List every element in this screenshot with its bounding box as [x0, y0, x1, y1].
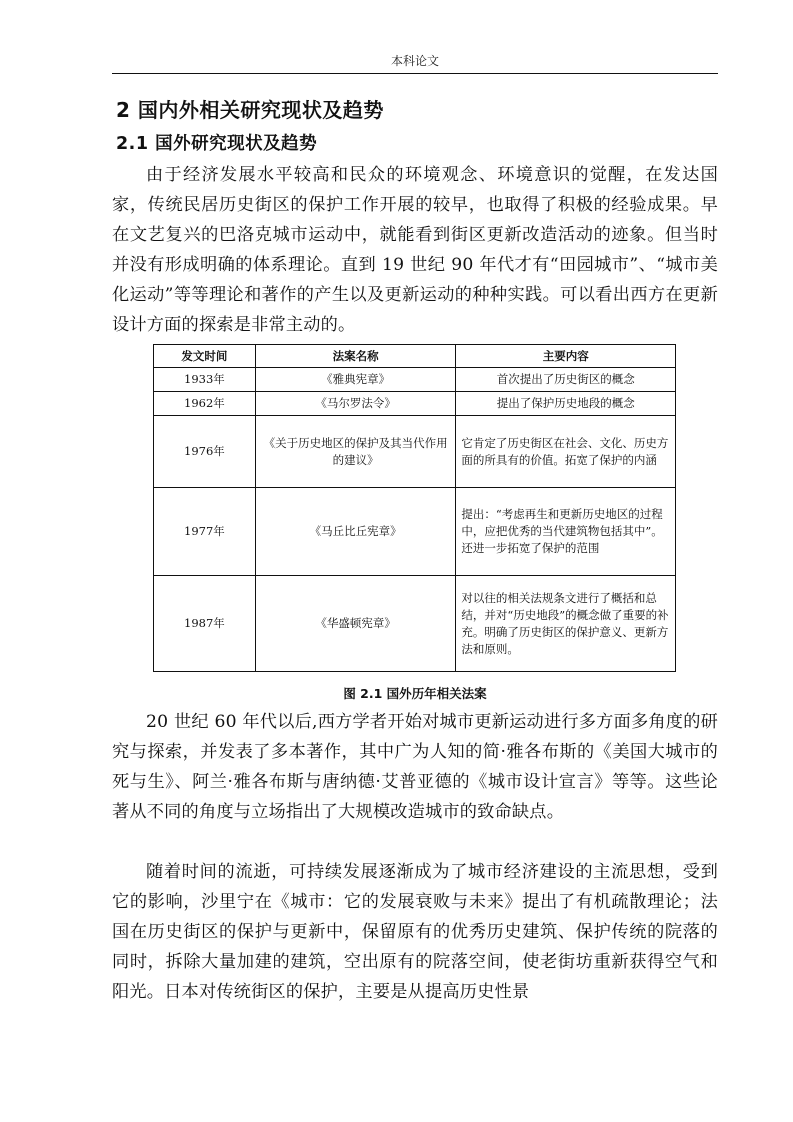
law-table — [153, 344, 676, 672]
row-content: 提出了保护历史地段的概念 — [456, 392, 676, 416]
table-row — [154, 392, 676, 416]
table-row — [154, 576, 676, 672]
header-rule — [112, 73, 718, 74]
row-year: 1977年 — [154, 488, 256, 576]
section-title: 2 国内外相关研究现状及趋势 — [116, 98, 384, 122]
row-name: 《关于历史地区的保护及其当代作用的建议》 — [255, 416, 456, 488]
row-year: 1976年 — [154, 416, 256, 488]
row-name: 《马尔罗法令》 — [255, 392, 456, 416]
row-content: 对以往的相关法规条文进行了概括和总结，并对“历史地段”的概念做了重要的补充。明确了历史街区的保护意义、更新方法和原则。 — [456, 576, 676, 672]
table-row — [154, 416, 676, 488]
row-content: 首次提出了历史街区的概念 — [456, 368, 676, 392]
header-content: 主要内容 — [456, 345, 676, 368]
figure-caption: 图 2.1 国外历年相关法案 — [343, 686, 487, 701]
table-row — [154, 368, 676, 392]
table-header-row — [154, 345, 676, 368]
row-name: 《华盛顿宪章》 — [255, 576, 456, 672]
row-year: 1962年 — [154, 392, 256, 416]
subsection-title: 2.1 国外研究现状及趋势 — [116, 134, 318, 154]
paragraph-1: 由于经济发展水平较高和民众的环境观念、环境意识的觉醒，在发达国家，传统民居历史街区的保护工作开展的较早，也取得了积极的经验成果。早在文艺复兴的巴洛克城市运动中，就能看到街区更新改造活动的迹象。但当时并没有形成明确的体系理论。直到 19 世纪 90 年代才有“田园城市”、“城市美化运动”等等理论和著作的产生以及更新运动的种种实践。可以看出西方在更新设计方面的探索是非常主动的。 — [112, 165, 718, 335]
row-content: 它肯定了历史街区在社会、文化、历史方面的所具有的价值。拓宽了保护的内涵 — [456, 416, 676, 488]
paragraph-2: 20 世纪 60 年代以后,西方学者开始对城市更新运动进行多方面多角度的研究与探索，并发表了多本著作，其中广为人知的简·雅各布斯的《美国大城市的死与生》、阿兰·雅各布斯与唐纳德·艾普亚德的《城市设计宣言》等等。这些论著从不同的角度与立场指出了大规模改造城市的致命缺点。 — [112, 712, 718, 822]
row-year: 1933年 — [154, 368, 256, 392]
header-year: 发文时间 — [154, 345, 256, 368]
row-year: 1987年 — [154, 576, 256, 672]
table-row — [154, 488, 676, 576]
paragraph-3: 随着时间的流逝，可持续发展逐渐成为了城市经济建设的主流思想，受到它的影响，沙里宁在《城市：它的发展衰败与未来》提出了有机疏散理论；法国在历史街区的保护与更新中，保留原有的优秀历史建筑、保护传统的院落的同时，拆除大量加建的建筑，空出原有的院落空间，使老街坊重新获得空气和阳光。日本对传统街区的保护，主要是从提高历史性景 — [112, 862, 718, 1002]
row-content: 提出：“考虑再生和更新历史地区的过程中，应把优秀的当代建筑物包括其中”。还进一步拓宽了保护的范围 — [456, 488, 676, 576]
header-name: 法案名称 — [255, 345, 456, 368]
row-name: 《马丘比丘宪章》 — [255, 488, 456, 576]
row-name: 《雅典宪章》 — [255, 368, 456, 392]
running-head: 本科论文 — [390, 54, 439, 68]
